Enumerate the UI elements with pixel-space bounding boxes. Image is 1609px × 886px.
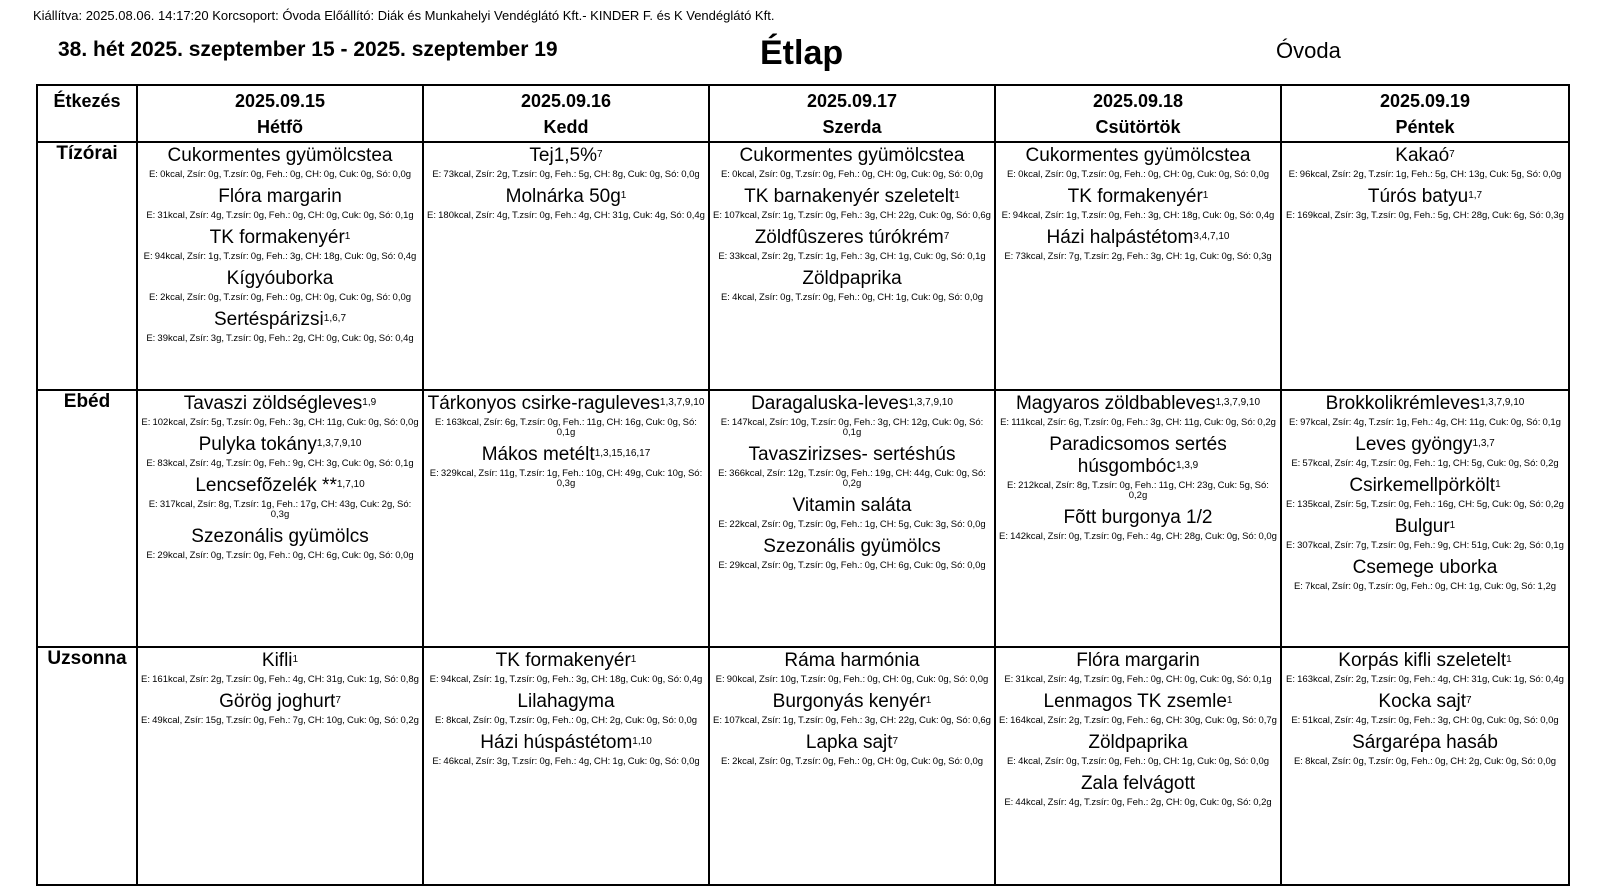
dish-name: Brokkolikrémleves [1325, 393, 1480, 414]
dish-name: Fõtt burgonya 1/2 [1063, 507, 1213, 528]
nutrition-info: E: 107kcal, Zsír: 1g, T.zsír: 0g, Feh.: 3g, CH: 22g, Cuk: 0g, Só: 0,6g [713, 210, 991, 221]
nutrition-info: E: 2kcal, Zsír: 0g, T.zsír: 0g, Feh.: 0g, CH: 0g, Cuk: 0g, Só: 0,0g [148, 292, 412, 303]
dish-name: Bulgur [1394, 516, 1450, 537]
dish-item [997, 184, 1279, 225]
nutrition-info: E: 44kcal, Zsír: 4g, T.zsír: 0g, Feh.: 2g, CH: 0g, Cuk: 0g, Só: 0,2g [1004, 797, 1272, 808]
dish-name: Házi halpástétom [1046, 227, 1194, 248]
dish-item [1283, 184, 1567, 225]
dish-name-line [997, 505, 1279, 529]
nutrition-info: E: 4kcal, Zsír: 0g, T.zsír: 0g, Feh.: 0g, CH: 1g, Cuk: 0g, Só: 0,0g [1006, 756, 1270, 767]
dish-name-line [997, 730, 1279, 754]
dish-item [711, 391, 993, 442]
dish-name-line [425, 184, 707, 208]
dish-name: Lilahagyma [517, 691, 615, 712]
nutrition-info: E: 212kcal, Zsír: 8g, T.zsír: 0g, Feh.: 11g, CH: 23g, Cuk: 5g, Só: 0,2g [1007, 480, 1269, 501]
allergen-codes: 1,3,7,9,10 [659, 397, 705, 408]
dish-item [997, 689, 1279, 730]
dish-item [139, 266, 421, 307]
nutrition-info: E: 163kcal, Zsír: 2g, T.zsír: 0g, Feh.: 4g, CH: 31g, Cuk: 1g, Só: 0,4g [1286, 674, 1564, 685]
issued-meta-line: Kiállítva: 2025.08.06. 14:17:20 Korcsoport: Óvoda Előállító: Diák és Munkahelyi Vendéglátó Kft.- KINDER F. és K Vendéglátó Kft. [33, 8, 775, 23]
dish-name-line [139, 524, 421, 548]
dish-name: Tavaszirizses- sertéshús [748, 444, 956, 465]
allergen-codes: 1 [292, 654, 299, 665]
dish-name: Sertéspárizsi [213, 309, 324, 330]
dish-name-line [1283, 143, 1567, 167]
dish-item [711, 225, 993, 266]
menu-cell [423, 390, 709, 647]
dish-name: Tárkonyos csirke-raguleves [427, 393, 660, 414]
table-header-row [37, 85, 1569, 142]
dish-name: Leves gyöngy [1355, 434, 1473, 455]
dish-name-line [139, 307, 421, 331]
meal-name: Ebéd [37, 390, 137, 647]
nutrition-info: E: 29kcal, Zsír: 0g, T.zsír: 0g, Feh.: 0g, CH: 6g, Cuk: 0g, Só: 0,0g [146, 550, 414, 561]
dish-name-line [1283, 432, 1567, 456]
menu-cell [995, 390, 1281, 647]
allergen-codes: 1,3,7,9,10 [1479, 397, 1525, 408]
dish-item [139, 524, 421, 565]
menu-cell [709, 647, 995, 885]
nutrition-info: E: 94kcal, Zsír: 1g, T.zsír: 0g, Feh.: 3g, CH: 18g, Cuk: 0g, Só: 0,4g [429, 674, 703, 685]
menu-cell [995, 142, 1281, 390]
nutrition-info: E: 8kcal, Zsír: 0g, T.zsír: 0g, Feh.: 0g, CH: 2g, Cuk: 0g, Só: 0,0g [434, 715, 698, 726]
dish-name: Zala felvágott [1080, 773, 1196, 794]
age-group-title: Óvoda [1276, 38, 1341, 63]
dish-name-line [1283, 648, 1567, 672]
dish-item [711, 493, 993, 534]
dish-item [997, 225, 1279, 266]
menu-cell [1281, 390, 1569, 647]
allergen-codes: 1,9 [362, 397, 377, 408]
dish-name: Zöldpaprika [802, 268, 902, 289]
nutrition-info: E: 111kcal, Zsír: 6g, T.zsír: 0g, Feh.: 3g, CH: 11g, Cuk: 0g, Só: 0,2g [1000, 417, 1276, 428]
dish-name-line [1283, 689, 1567, 713]
menu-cell [1281, 647, 1569, 885]
meal-name: Uzsonna [37, 647, 137, 885]
dish-item [139, 648, 421, 689]
dish-item [1283, 689, 1567, 730]
allergen-codes: 1 [1506, 654, 1512, 665]
allergen-codes: 1,3,7,9,10 [316, 438, 362, 449]
nutrition-info: E: 51kcal, Zsír: 4g, T.zsír: 0g, Feh.: 3g, CH: 0g, Cuk: 0g, Só: 0,0g [1291, 715, 1559, 726]
dish-name: Túrós batyu [1367, 186, 1469, 207]
dish-name: Sárgarépa hasáb [1352, 732, 1498, 753]
meal-row-ebed [37, 390, 1569, 647]
allergen-codes: 7 [1466, 695, 1472, 706]
dish-name-line [139, 391, 421, 415]
dish-item [997, 648, 1279, 689]
dish-name-line [139, 648, 421, 672]
dish-name: Tavaszi zöldségleves [183, 393, 363, 414]
dish-item [1283, 555, 1567, 596]
nutrition-info: E: 169kcal, Zsír: 3g, T.zsír: 0g, Feh.: 5g, CH: 28g, Cuk: 6g, Só: 0,3g [1286, 210, 1564, 221]
menu-cell [137, 647, 423, 885]
dish-name-line [1283, 730, 1567, 754]
dish-name: Csirkemellpörkölt [1349, 475, 1496, 496]
dish-item [1283, 432, 1567, 473]
dish-name: Paradicsomos sertés húsgombóc [1049, 434, 1227, 477]
nutrition-info: E: 0kcal, Zsír: 0g, T.zsír: 0g, Feh.: 0g, CH: 0g, Cuk: 0g, Só: 0,0g [1006, 169, 1270, 180]
dish-name-line [1283, 391, 1567, 415]
dish-name: TK formakenyér [495, 650, 631, 671]
dish-item [711, 648, 993, 689]
dish-name: Flóra margarin [218, 186, 342, 207]
menu-table [36, 84, 1570, 886]
nutrition-info: E: 96kcal, Zsír: 2g, T.zsír: 1g, Feh.: 5g, CH: 13g, Cuk: 5g, Só: 0,0g [1288, 169, 1562, 180]
dish-item [1283, 514, 1567, 555]
dish-item [425, 143, 707, 184]
dish-name: Daragaluska-leves [751, 393, 909, 414]
dish-item [1283, 648, 1567, 689]
allergen-codes: 7 [335, 695, 341, 706]
dish-name-line [711, 730, 993, 754]
dish-name: Cukormentes gyümölcstea [1025, 145, 1251, 166]
dish-item [425, 442, 707, 493]
dish-item [139, 225, 421, 266]
dish-name-line [997, 432, 1279, 478]
dish-name: Zöldpaprika [1088, 732, 1188, 753]
dish-name: Cukormentes gyümölcstea [167, 145, 393, 166]
dish-name-line [711, 391, 993, 415]
nutrition-info: E: 317kcal, Zsír: 8g, T.zsír: 1g, Feh.: 17g, CH: 43g, Cuk: 2g, Só: 0,3g [148, 499, 412, 520]
dish-name-line [139, 143, 421, 167]
allergen-codes: 1,6,7 [323, 313, 347, 324]
dish-item [997, 771, 1279, 812]
dish-item [425, 730, 707, 771]
nutrition-info: E: 90kcal, Zsír: 10g, T.zsír: 0g, Feh.: 0g, CH: 0g, Cuk: 0g, Só: 0,0g [715, 674, 989, 685]
nutrition-info: E: 29kcal, Zsír: 0g, T.zsír: 0g, Feh.: 0g, CH: 6g, Cuk: 0g, Só: 0,0g [718, 560, 986, 571]
dish-item [1283, 473, 1567, 514]
nutrition-info: E: 142kcal, Zsír: 0g, T.zsír: 0g, Feh.: 4g, CH: 28g, Cuk: 0g, Só: 0,0g [999, 531, 1277, 542]
dish-item [1283, 143, 1567, 184]
dish-item [997, 391, 1279, 432]
nutrition-info: E: 33kcal, Zsír: 2g, T.zsír: 1g, Feh.: 3g, CH: 1g, Cuk: 0g, Só: 0,1g [718, 251, 986, 262]
week-title: 38. hét 2025. szeptember 15 - 2025. szeptember 19 [58, 38, 558, 61]
dish-name-line [425, 143, 707, 167]
dish-name: Kígyóuborka [226, 268, 334, 289]
day-header: 2025.09.19 Péntek [1281, 85, 1569, 142]
nutrition-info: E: 0kcal, Zsír: 0g, T.zsír: 0g, Feh.: 0g, CH: 0g, Cuk: 0g, Só: 0,0g [148, 169, 412, 180]
dish-name: Kocka sajt [1378, 691, 1467, 712]
nutrition-info: E: 329kcal, Zsír: 11g, T.zsír: 1g, Feh.: 10g, CH: 49g, Cuk: 10g, Só: 0,3g [429, 468, 703, 489]
dish-item [997, 505, 1279, 546]
menu-title: Étlap [760, 34, 844, 72]
allergen-codes: 1 [1495, 479, 1501, 490]
allergen-codes: 1,10 [632, 736, 652, 747]
dish-name-line [711, 266, 993, 290]
nutrition-info: E: 163kcal, Zsír: 6g, T.zsír: 0g, Feh.: 11g, CH: 16g, Cuk: 0g, Só: 0,1g [435, 417, 697, 438]
nutrition-info: E: 94kcal, Zsír: 1g, T.zsír: 0g, Feh.: 3g, CH: 18g, Cuk: 0g, Só: 0,4g [1001, 210, 1275, 221]
dish-name-line [1283, 555, 1567, 579]
allergen-codes: 1 [620, 190, 627, 201]
dish-item [139, 184, 421, 225]
dish-name: TK barnakenyér szeletelt [744, 186, 955, 207]
dish-name: TK formakenyér [1067, 186, 1203, 207]
allergen-codes: 7 [1449, 149, 1455, 160]
dish-name: Mákos metélt [481, 444, 595, 465]
dish-item [139, 473, 421, 524]
meal-row-uzsonna [37, 647, 1569, 885]
dish-item [711, 184, 993, 225]
dish-name: TK formakenyér [209, 227, 345, 248]
dish-name: Szezonális gyümölcs [763, 536, 941, 557]
nutrition-info: E: 8kcal, Zsír: 0g, T.zsír: 0g, Feh.: 0g, CH: 2g, Cuk: 0g, Só: 0,0g [1293, 756, 1557, 767]
menu-cell [709, 142, 995, 390]
allergen-codes: 1 [925, 695, 932, 706]
dish-item [425, 648, 707, 689]
nutrition-info: E: 135kcal, Zsír: 5g, T.zsír: 0g, Feh.: 16g, CH: 5g, Cuk: 0g, Só: 0,2g [1286, 499, 1564, 510]
allergen-codes: 7 [892, 736, 899, 747]
nutrition-info: E: 2kcal, Zsír: 0g, T.zsír: 0g, Feh.: 0g, CH: 0g, Cuk: 0g, Só: 0,0g [720, 756, 984, 767]
dish-name: Lapka sajt [805, 732, 893, 753]
nutrition-info: E: 97kcal, Zsír: 4g, T.zsír: 1g, Feh.: 4g, CH: 11g, Cuk: 0g, Só: 0,1g [1289, 417, 1561, 428]
dish-item [711, 689, 993, 730]
dish-item [711, 266, 993, 307]
nutrition-info: E: 4kcal, Zsír: 0g, T.zsír: 0g, Feh.: 0g, CH: 1g, Cuk: 0g, Só: 0,0g [720, 292, 984, 303]
dish-item [711, 442, 993, 493]
dish-name: Vitamin saláta [792, 495, 912, 516]
dish-name-line [139, 689, 421, 713]
dish-item [711, 143, 993, 184]
menu-cell [995, 647, 1281, 885]
nutrition-info: E: 57kcal, Zsír: 4g, T.zsír: 0g, Feh.: 1g, CH: 5g, Cuk: 0g, Só: 0,2g [1291, 458, 1559, 469]
nutrition-info: E: 7kcal, Zsír: 0g, T.zsír: 0g, Feh.: 0g, CH: 1g, Cuk: 0g, Só: 1,2g [1293, 581, 1557, 592]
dish-name-line [425, 391, 707, 415]
allergen-codes: 1 [344, 231, 351, 242]
dish-item [1283, 730, 1567, 771]
dish-name: Szezonális gyümölcs [191, 526, 369, 547]
dish-item [139, 432, 421, 473]
allergen-codes: 1,3,7,9,10 [908, 397, 953, 408]
dish-name: Flóra margarin [1076, 650, 1200, 671]
dish-item [997, 730, 1279, 771]
day-header: 2025.09.15 Hétfõ [137, 85, 423, 142]
menu-cell [1281, 142, 1569, 390]
dish-name-line [139, 184, 421, 208]
dish-name-line [139, 225, 421, 249]
allergen-codes: 3,4,7,10 [1193, 231, 1230, 242]
dish-name-line [997, 391, 1279, 415]
dish-name: Tej1,5% [529, 145, 598, 166]
dish-name: Korpás kifli szeletelt [1338, 650, 1507, 671]
dish-item [139, 307, 421, 348]
menu-cell [423, 142, 709, 390]
dish-name-line [997, 225, 1279, 249]
nutrition-info: E: 39kcal, Zsír: 3g, T.zsír: 0g, Feh.: 2g, CH: 0g, Cuk: 0g, Só: 0,4g [146, 333, 414, 344]
dish-item [997, 432, 1279, 505]
menu-cell [137, 390, 423, 647]
allergen-codes: 1 [954, 190, 960, 201]
allergen-codes: 1 [1226, 695, 1233, 706]
dish-name: Lenmagos TK zsemle [1043, 691, 1227, 712]
dish-name-line [711, 493, 993, 517]
allergen-codes: 1,7,10 [336, 479, 365, 490]
dish-name-line [1283, 473, 1567, 497]
dish-item [711, 534, 993, 575]
meal-row-tizorai [37, 142, 1569, 390]
dish-name-line [711, 534, 993, 558]
day-header: 2025.09.17 Szerda [709, 85, 995, 142]
menu-cell [137, 142, 423, 390]
dish-name: Burgonyás kenyér [772, 691, 926, 712]
nutrition-info: E: 49kcal, Zsír: 15g, T.zsír: 0g, Feh.: 7g, CH: 10g, Cuk: 0g, Só: 0,2g [141, 715, 419, 726]
dish-item [425, 689, 707, 730]
nutrition-info: E: 107kcal, Zsír: 1g, T.zsír: 0g, Feh.: 3g, CH: 22g, Cuk: 0g, Só: 0,6g [713, 715, 991, 726]
dish-name-line [997, 648, 1279, 672]
nutrition-info: E: 46kcal, Zsír: 3g, T.zsír: 0g, Feh.: 4g, CH: 1g, Cuk: 0g, Só: 0,0g [432, 756, 700, 767]
dish-name: Cukormentes gyümölcstea [739, 145, 965, 166]
dish-name-line [711, 442, 993, 466]
allergen-codes: 1,3,7 [1472, 438, 1495, 449]
nutrition-info: E: 147kcal, Zsír: 10g, T.zsír: 0g, Feh.: 3g, CH: 12g, Cuk: 0g, Só: 0,1g [720, 417, 984, 438]
allergen-codes: 1 [1202, 190, 1209, 201]
dish-item [1283, 391, 1567, 432]
dish-name: Lencsefõzelék ** [195, 475, 337, 496]
nutrition-info: E: 102kcal, Zsír: 5g, T.zsír: 0g, Feh.: 3g, CH: 11g, Cuk: 0g, Só: 0,0g [141, 417, 419, 428]
dish-item [139, 143, 421, 184]
dish-name: Kakaó [1395, 145, 1450, 166]
allergen-codes: 1,7 [1468, 190, 1483, 201]
nutrition-info: E: 31kcal, Zsír: 4g, T.zsír: 0g, Feh.: 0g, CH: 0g, Cuk: 0g, Só: 0,1g [1004, 674, 1272, 685]
nutrition-info: E: 22kcal, Zsír: 0g, T.zsír: 0g, Feh.: 1g, CH: 5g, Cuk: 3g, Só: 0,0g [718, 519, 986, 530]
nutrition-info: E: 94kcal, Zsír: 1g, T.zsír: 0g, Feh.: 3g, CH: 18g, Cuk: 0g, Só: 0,4g [143, 251, 417, 262]
dish-name: Pulyka tokány [198, 434, 317, 455]
meal-column-header: Étkezés [37, 85, 137, 142]
dish-name-line [997, 184, 1279, 208]
dish-name-line [425, 442, 707, 466]
dish-name-line [1283, 514, 1567, 538]
nutrition-info: E: 0kcal, Zsír: 0g, T.zsír: 0g, Feh.: 0g, CH: 0g, Cuk: 0g, Só: 0,0g [720, 169, 984, 180]
dish-name: Házi húspástétom [480, 732, 633, 753]
nutrition-info: E: 73kcal, Zsír: 7g, T.zsír: 2g, Feh.: 3g, CH: 1g, Cuk: 0g, Só: 0,3g [1004, 251, 1272, 262]
dish-name-line [711, 225, 993, 249]
dish-name: Ráma harmónia [784, 650, 920, 671]
dish-name: Kifli [261, 650, 293, 671]
dish-name-line [139, 432, 421, 456]
dish-name: Zöldfûszeres túrókrém [754, 227, 944, 248]
dish-name-line [997, 771, 1279, 795]
dish-name: Csemege uborka [1352, 557, 1498, 578]
dish-item [139, 689, 421, 730]
dish-item [139, 391, 421, 432]
dish-name-line [997, 143, 1279, 167]
dish-name-line [1283, 184, 1567, 208]
dish-name-line [139, 266, 421, 290]
menu-cell [423, 647, 709, 885]
dish-item [425, 391, 707, 442]
dish-name-line [711, 143, 993, 167]
nutrition-info: E: 31kcal, Zsír: 4g, T.zsír: 0g, Feh.: 0g, CH: 0g, Cuk: 0g, Só: 0,1g [146, 210, 414, 221]
meal-name: Tízórai [37, 142, 137, 390]
nutrition-info: E: 366kcal, Zsír: 12g, T.zsír: 0g, Feh.: 19g, CH: 44g, Cuk: 0g, Só: 0,2g [718, 468, 986, 489]
dish-name: Magyaros zöldbableves [1015, 393, 1216, 414]
dish-name: Görög joghurt [219, 691, 336, 712]
allergen-codes: 7 [943, 231, 950, 242]
nutrition-info: E: 307kcal, Zsír: 7g, T.zsír: 0g, Feh.: 9g, CH: 51g, Cuk: 2g, Só: 0,1g [1286, 540, 1564, 551]
dish-name-line [711, 648, 993, 672]
dish-name-line [711, 184, 993, 208]
allergen-codes: 1 [1449, 520, 1456, 531]
dish-name-line [139, 473, 421, 497]
dish-name-line [425, 648, 707, 672]
dish-item [711, 730, 993, 771]
nutrition-info: E: 164kcal, Zsír: 2g, T.zsír: 0g, Feh.: 6g, CH: 30g, Cuk: 0g, Só: 0,7g [999, 715, 1277, 726]
dish-name-line [711, 689, 993, 713]
nutrition-info: E: 73kcal, Zsír: 2g, T.zsír: 0g, Feh.: 5g, CH: 8g, Cuk: 0g, Só: 0,0g [432, 169, 700, 180]
day-header: 2025.09.18 Csütörtök [995, 85, 1281, 142]
nutrition-info: E: 161kcal, Zsír: 2g, T.zsír: 0g, Feh.: 4g, CH: 31g, Cuk: 1g, Só: 0,8g [141, 674, 419, 685]
dish-name: Molnárka 50g [505, 186, 621, 207]
allergen-codes: 1,3,15,16,17 [594, 448, 651, 459]
menu-cell [709, 390, 995, 647]
dish-name-line [425, 730, 707, 754]
dish-name-line [425, 689, 707, 713]
nutrition-info: E: 83kcal, Zsír: 4g, T.zsír: 0g, Feh.: 9g, CH: 3g, Cuk: 0g, Só: 0,1g [146, 458, 414, 469]
dish-item [997, 143, 1279, 184]
allergen-codes: 1 [630, 654, 637, 665]
allergen-codes: 7 [597, 149, 603, 160]
dish-item [425, 184, 707, 225]
nutrition-info: E: 180kcal, Zsír: 4g, T.zsír: 0g, Feh.: 4g, CH: 31g, Cuk: 4g, Só: 0,4g [427, 210, 705, 221]
day-header: 2025.09.16 Kedd [423, 85, 709, 142]
allergen-codes: 1,3,7,9,10 [1215, 397, 1261, 408]
dish-name-line [997, 689, 1279, 713]
allergen-codes: 1,3,9 [1175, 460, 1199, 471]
